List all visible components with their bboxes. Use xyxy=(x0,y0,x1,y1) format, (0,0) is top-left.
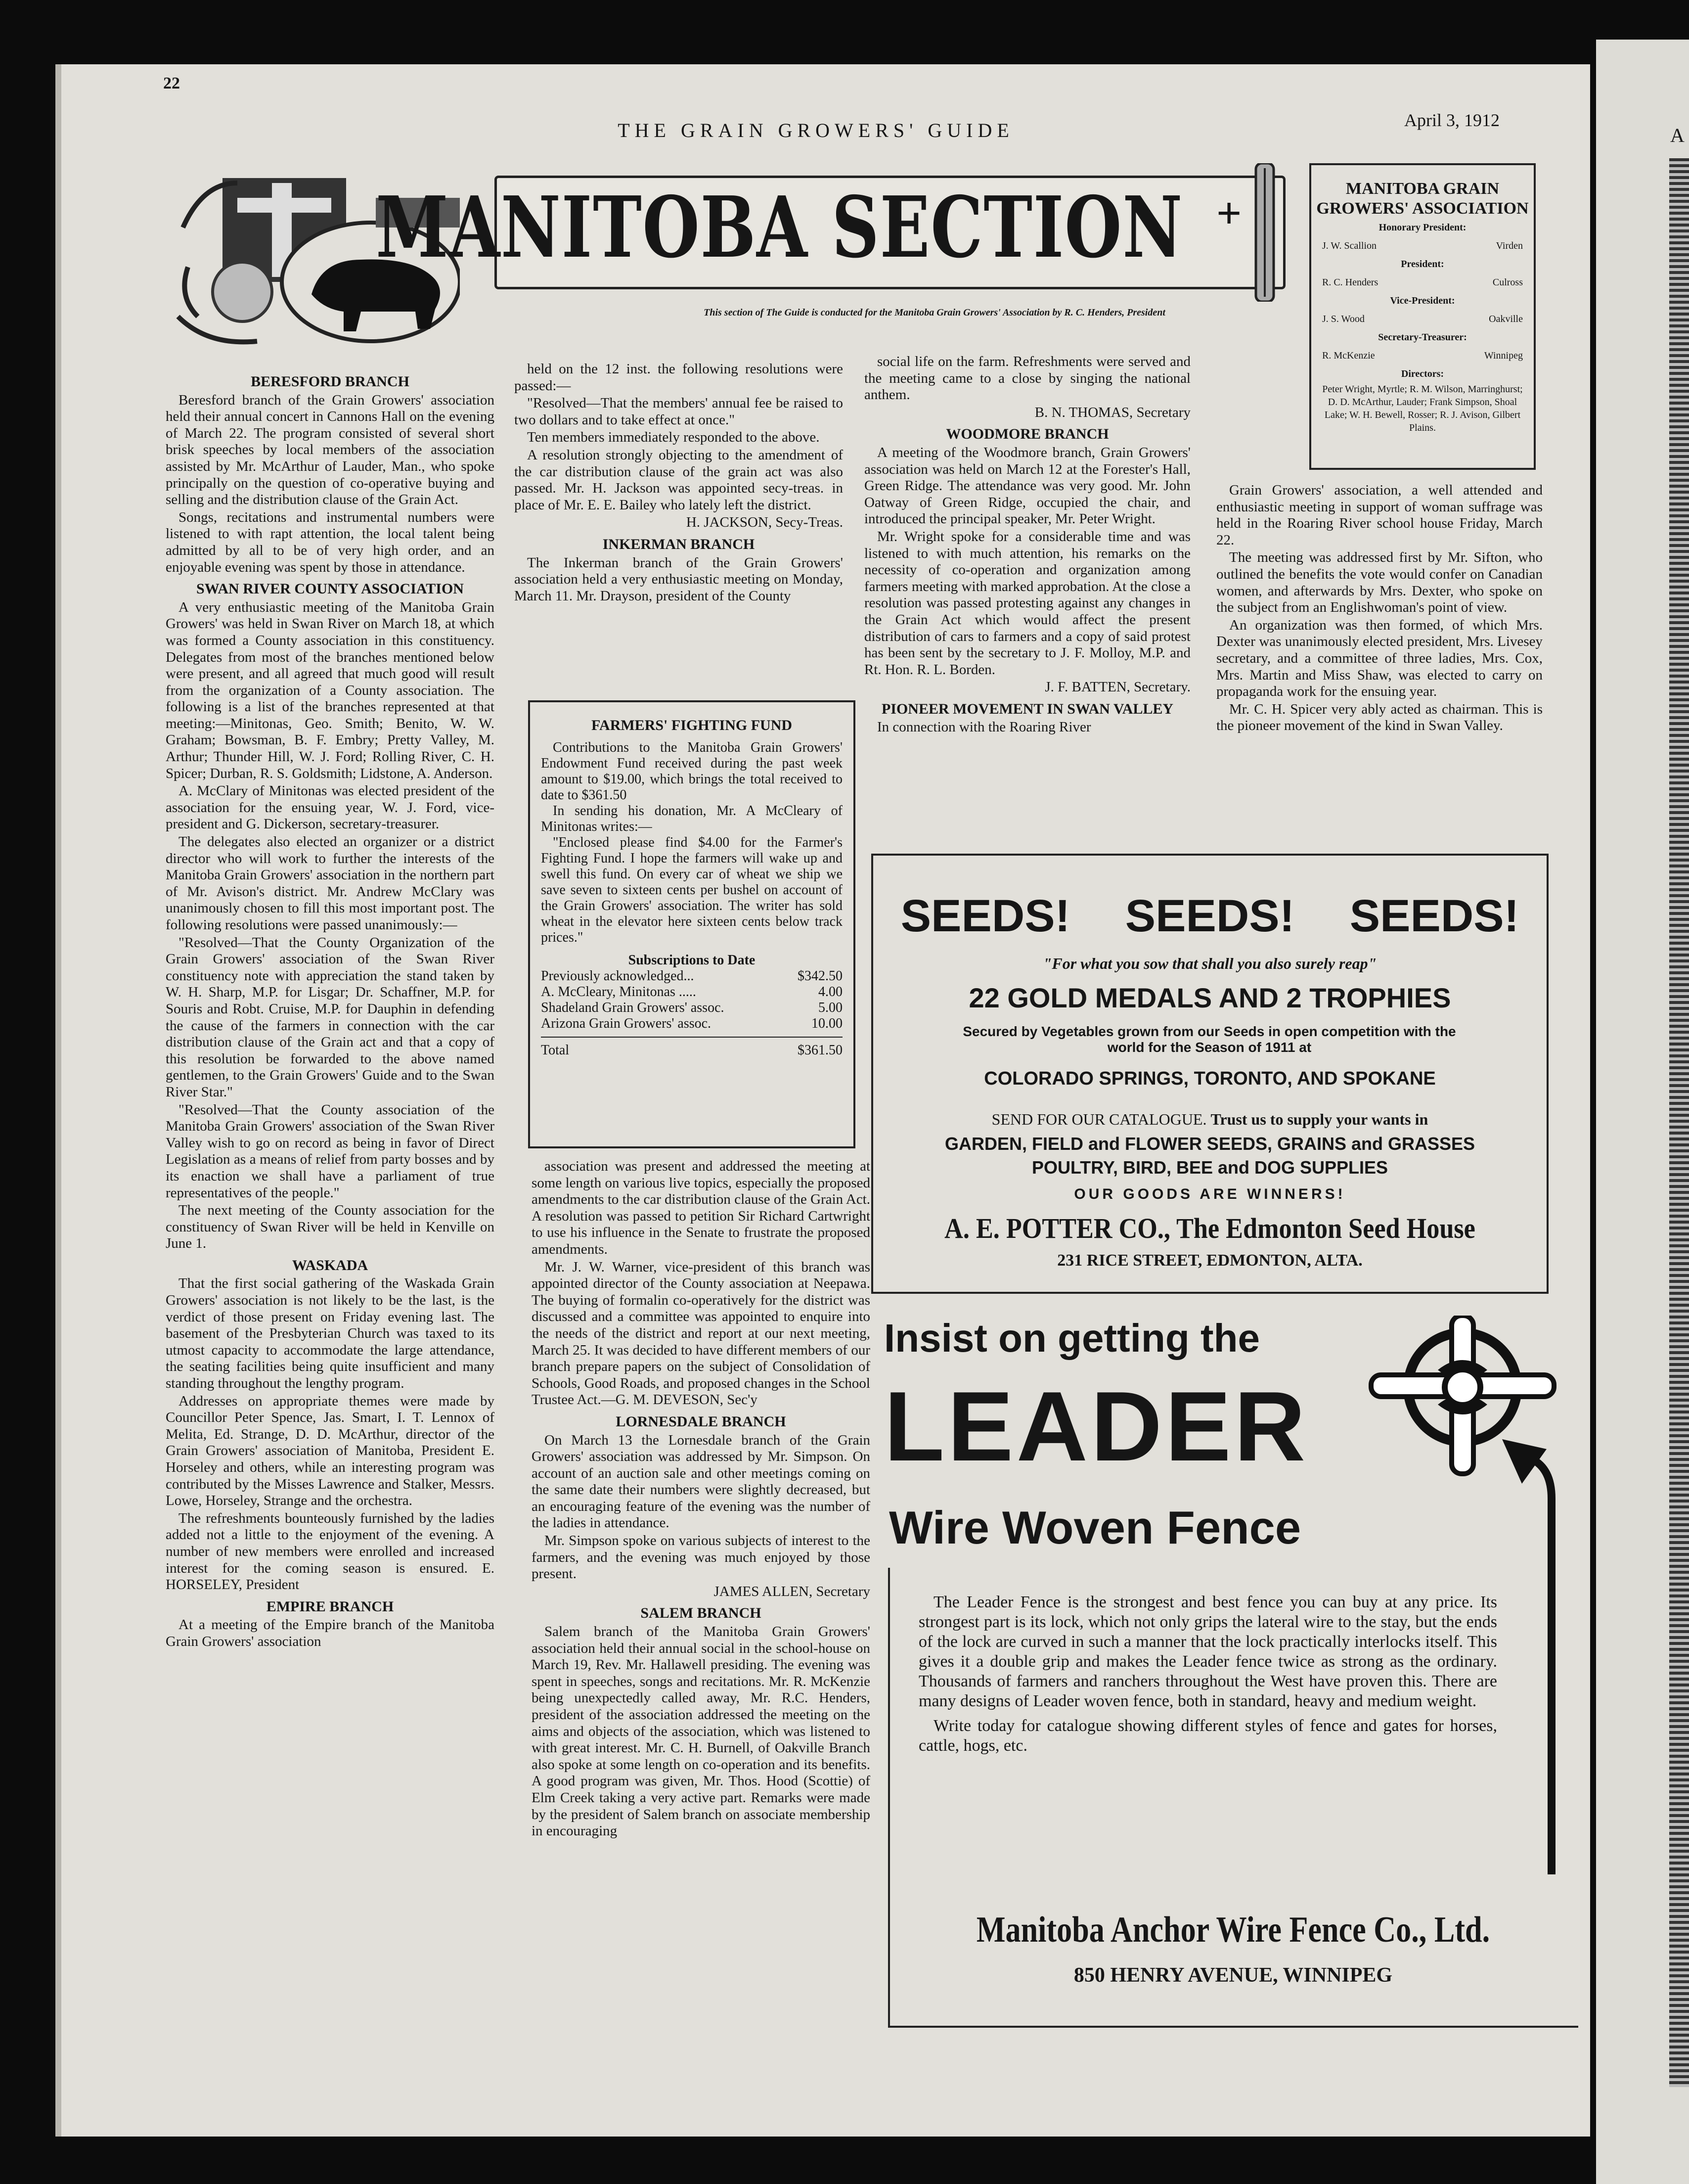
seeds-word-2: SEEDS! xyxy=(1125,891,1295,941)
fund-paragraph-3: "Enclosed please find $4.00 for the Farmer's Fighting Fund. I hope the farmers will wake up and swell this fund. On every car of wheat we ship we save seven to sixteen cents per bushel on account of the Grain Growers' association. The writer has sold wheat in the elevator here sixteen cents below track prices." xyxy=(541,835,843,945)
vice-label: Vice-President: xyxy=(1390,295,1455,306)
column-4 xyxy=(1216,482,1543,735)
president-label: President: xyxy=(1401,259,1444,270)
woodmore-heading: WOODMORE BRANCH xyxy=(946,426,1109,443)
vice-place: Oakville xyxy=(1489,314,1523,324)
pioneer-paragraph-1: In connection with the Roaring River xyxy=(877,719,1091,735)
empire-paragraph-1: At a meeting of the Empire branch of the Manitoba Grain Growers' association xyxy=(166,1617,494,1649)
beresford-heading: BERESFORD BRANCH xyxy=(251,373,409,390)
empire-paragraph-3: "Resolved—That the members' annual fee be raised to two dollars and to take effect at once." xyxy=(514,395,843,428)
inkerman-paragraph-2: association was present and addressed the meeting at some length on various live topics, especially the proposed amendments to the car distribution clause of the Grain Act. A resolution was passed to petition Sir Richard Cartwright to use his influence in the Senate to frustrate the proposed amendments. xyxy=(532,1158,870,1257)
subscription-label: A. McCleary, Minitonas ..... xyxy=(541,984,696,1000)
leader-body xyxy=(919,1592,1497,1756)
lornesdale-paragraph-1: On March 13 the Lornesdale branch of the Grain Growers' association was addressed by Mr. Simpson. On account of an auction sale and other meetings coming on the same date their numbers were slightly decreased, but an encouraging feature of the evening was the number of the ladies in attendance. xyxy=(532,1432,870,1531)
seed-company-name: A. E. POTTER CO., The Edmonton Seed House xyxy=(944,1212,1475,1244)
swan-river-paragraph-3: The delegates also elected an organizer or a district director who will work to further the interests of the Manitoba Grain Growers' association in the northern part of Mr. Avison's district. Mr. Andrew McClary was unanimously chosen to fill this most important post. The following resolutions were passed unanimously:— xyxy=(166,834,494,933)
salem-paragraph-2: social life on the farm. Refreshments were served and the meeting came to a close by singing the national anthem. xyxy=(864,354,1191,403)
fund-paragraph-1: Contributions to the Manitoba Grain Growers' Endowment Fund received during the past week amount to $19.00, which brings the total received to date to $361.50 xyxy=(541,740,843,803)
total-amount: $361.50 xyxy=(798,1043,843,1058)
woodmore-signature: J. F. BATTEN, Secretary. xyxy=(1045,679,1191,695)
empire-signature: H. JACKSON, Secy-Treas. xyxy=(686,514,843,531)
goods-line-2: POULTRY, BIRD, BEE and DOG SUPPLIES xyxy=(1031,1157,1388,1178)
secretary-label: Secretary-Treasurer: xyxy=(1378,332,1467,343)
beresford-paragraph-1: Beresford branch of the Grain Growers' association held their annual concert in Cannons Hall on the evening of March 22. The program consisted of several short brisk speeches by local members of the association assisted by Mr. McArthur of Lauder, Man., who spoke principally on the question of co-operative buying and selling and the distribution clause of the Grain Act. xyxy=(166,392,494,508)
secretary-name: R. McKenzie xyxy=(1322,350,1375,361)
inkerman-heading: INKERMAN BRANCH xyxy=(602,536,755,552)
pioneer-paragraph-2: Grain Growers' association, a well attended and enthusiastic meeting in support of woman suffrage was held in the Roaring River school house Friday, March 22. xyxy=(1216,482,1543,548)
subscription-row xyxy=(530,1000,853,1016)
lornesdale-heading: LORNESDALE BRANCH xyxy=(616,1413,786,1430)
winners-line: OUR GOODS ARE WINNERS! xyxy=(1074,1186,1346,1202)
seeds-word-1: SEEDS! xyxy=(900,891,1070,941)
subscription-row xyxy=(530,1016,853,1032)
page-number: 22 xyxy=(163,74,180,92)
leader-brand: LEADER xyxy=(884,1371,1309,1482)
pioneer-paragraph-3: The meeting was addressed first by Mr. Sifton, who outlined the benefits the vote would confer on Canadian women, and afterwards by Mrs. Dexter, who spoke on the subject from an Englishwoman's point of view. xyxy=(1216,549,1543,616)
inkerman-paragraph-1: The Inkerman branch of the Grain Growers' association held a very enthusiastic meeting on Monday, March 11. Mr. Drayson, president of the County xyxy=(514,554,843,604)
subscription-amount: 10.00 xyxy=(811,1016,843,1031)
leader-paragraph-1: The Leader Fence is the strongest and best fence you can buy at any price. Its strongest part is its lock, which not only grips the lateral wire to the stay, but the ends of the lock are curved in such a manner that the lock practically interlocks itself. This gives it a double grip and makes the Leader fence twice as strong as the ordinary. Thousands of farmers and ranchers throughout the West have proven this. There are many designs of Leader woven fence, both in standard, heavy and medium weight. xyxy=(919,1593,1497,1710)
adjacent-page xyxy=(1596,40,1689,2184)
goods-line-1: GARDEN, FIELD and FLOWER SEEDS, GRAINS and GRASSES xyxy=(944,1134,1475,1154)
empire-paragraph-2: held on the 12 inst. the following resolutions were passed:— xyxy=(514,361,843,394)
salem-signature: B. N. THOMAS, Secretary xyxy=(1034,404,1191,420)
subscription-row xyxy=(530,968,853,984)
leader-paragraph-2: Write today for catalogue showing different styles of fence and gates for horses, cattle, hogs, etc. xyxy=(919,1717,1497,1755)
pioneer-paragraph-5: Mr. C. H. Spicer very ably acted as chairman. This is the pioneer movement of the kind in Swan Valley. xyxy=(1216,701,1543,734)
lornesdale-signature: JAMES ALLEN, Secretary xyxy=(713,1583,870,1599)
pioneer-paragraph-4: An organization was then formed, of which Mrs. Dexter was unanimously elected president, Mrs. Livesey secretary, and a committee of three ladies, Mrs. Cox, Mrs. Martin and Miss Shaw, was elected to carry on propaganda work for the ensuing year. xyxy=(1216,617,1543,700)
seeds-advertisement xyxy=(871,854,1549,1294)
officers-box xyxy=(1309,163,1536,470)
woodmore-paragraph-2: Mr. Wright spoke for a considerable time and was listened to with much attention, his remarks on the necessity of co-operation and organization among farmers meeting with marked approbation. At the close a resolution was passed protesting against any changes in the Grain Act which would affect the present distribution of cars to farmers and a copy of said protest has been sent by the secretary to J. F. Molloy, M.P. and Rt. Hon. R. L. Borden. xyxy=(864,528,1191,678)
total-label: Total xyxy=(541,1043,570,1058)
insist-headline: Insist on getting the xyxy=(884,1316,1260,1360)
beresford-paragraph-2: Songs, recitations and instrumental numbers were listened to with rapt attention, the local talent being admitted by all to be of very high order, and an enjoyable evening was spent by those in attendance. xyxy=(166,509,494,575)
column-3 xyxy=(864,354,1191,737)
section-title: MANITOBA SECTION xyxy=(376,178,1183,277)
leader-fence-advertisement xyxy=(884,1316,1578,2028)
vice-name: J. S. Wood xyxy=(1322,314,1365,324)
banner-scroll-end-icon xyxy=(1246,163,1286,302)
column-2-bottom xyxy=(532,1158,870,1841)
waskada-heading: WASKADA xyxy=(292,1257,368,1274)
seeds-word-3: SEEDS! xyxy=(1349,891,1519,941)
swan-river-paragraph-1: A very enthusiastic meeting of the Manitoba Grain Growers' was held in Swan River on March 18, at which was formed a County association in this constituency. Delegates from most of the branches mentioned below were present, and all agreed that much good will result from the organization of a County association. The following is a list of the branches represented at that meeting:—Minitonas, Geo. Smith; Benito, W. W. Graham; Bowsman, B. F. Embry; Pretty Valley, M. Arthur; Thunder Hill, W. J. Ford; Rolling River, C. H. Spicer; Durban, R. S. Goldsmith; Lidstone, A. Anderson. xyxy=(166,599,494,781)
subscription-amount: 5.00 xyxy=(818,1000,843,1015)
salem-paragraph-1: Salem branch of the Manitoba Grain Growers' association held their annual social in the school-house on March 19, Rev. Mr. Hallawell presiding. The evening was spent in speeches, songs and recitations. Mr. R. McKenzie being unexpectedly called away, Mr. R.C. Henders, president of the association addressed the meeting on the aims and objects of the association, which was listened to with great interest. Mr. C. H. Burnell, of Oakville Branch also spoke at some length on co-operation and its benefits. A good program was given, Mr. Thos. Hood (Scottie) of Elm Creek taking a very active part. Remarks were made by the president of Salem branch on associate membership in encouraging xyxy=(532,1624,870,1839)
honorary-label: Honorary President: xyxy=(1378,222,1467,233)
page-fold-shadow xyxy=(55,64,61,2137)
fund-paragraph-2: In sending his donation, Mr. A McCleary of Minitonas writes:— xyxy=(541,803,843,834)
swan-river-paragraph-4: "Resolved—That the County Organization of the Grain Growers' association of the Swan River constituency note with appreciation the stand taken by W. H. Sharp, M.P. for Lisgar; Dr. Schaffner, M.P. for Souris and Robt. Cruise, M.P. for Dauphin in defending the cause of the farmers in connection with the car distribution clause of the Grain act and that a copy of this resolution be forwarded to the above named gentlemen, to the Grain Growers' Guide and to the Swan River Star." xyxy=(166,934,494,1100)
officers-title: MANITOBA GRAIN GROWERS' ASSOCIATION xyxy=(1316,180,1529,218)
subscription-label: Previously acknowledged... xyxy=(541,968,694,984)
column-2-top xyxy=(514,361,843,605)
adjacent-page-border xyxy=(1669,158,1689,2087)
total-divider xyxy=(541,1037,843,1038)
secretary-place: Winnipeg xyxy=(1484,350,1523,361)
section-note: This section of The Guide is conducted for the Manitoba Grain Growers' Association by R. C. Henders, President xyxy=(704,307,1165,318)
seed-company-address: 231 RICE STREET, EDMONTON, ALTA. xyxy=(1057,1251,1363,1270)
honorary-name: J. W. Scallion xyxy=(1322,240,1377,251)
issue-date: April 3, 1912 xyxy=(1404,110,1500,130)
inkerman-paragraph-3: Mr. J. W. Warner, vice-president of this branch was appointed director of the County association at Neepawa. The buying of formalin co-operatively for the district was discussed and a committee was appointed to enquire into the needs of the district and report at our next meeting, March 25. It was decided to have different members of our branch prepare papers on the subject of Consolidation of Schools, Good Roads, and proposed changes in the School Trustee Act.—G. M. DEVESON, Sec'y xyxy=(532,1259,870,1408)
trust-line: Trust us to supply your wants in xyxy=(1210,1110,1428,1128)
subscription-amount: 4.00 xyxy=(818,984,843,1000)
subscription-amount: $342.50 xyxy=(798,968,843,984)
catalogue-callout: SEND FOR OUR CATALOGUE. xyxy=(991,1110,1207,1128)
publication-title: THE GRAIN GROWERS' GUIDE xyxy=(618,119,1014,141)
subscription-label: Arizona Grain Growers' assoc. xyxy=(541,1016,711,1031)
swan-river-paragraph-5: "Resolved—That the County association of the Manitoba Grain Growers' association of the Swan River Valley wish to go on record as being in favor of Direct Legislation as a means of relief from party bosses and by its enaction we shall have a parliament of true representatives of the people." xyxy=(166,1101,494,1201)
swan-river-paragraph-2: A. McClary of Minitonas was elected president of the association for the ensuing year, W. J. Ford, vice-president and G. Dickerson, secretary-treasurer. xyxy=(166,783,494,832)
pioneer-heading: PIONEER MOVEMENT IN SWAN VALLEY xyxy=(881,700,1174,717)
column-1 xyxy=(166,368,494,1651)
seeds-tagline: "For what you sow that shall you also surely reap" xyxy=(1043,955,1377,972)
subscriptions-heading: Subscriptions to Date xyxy=(628,953,756,968)
empire-heading: EMPIRE BRANCH xyxy=(266,1598,394,1615)
woodmore-paragraph-1: A meeting of the Woodmore branch, Grain Growers' association was held on March 12 at the Forester's Hall, Green Ridge. The attendance was very good. Mr. John Oatway of Green Ridge, occupied the chair, and introduced the principal speaker, Mr. Peter Wright. xyxy=(864,444,1191,527)
fighting-fund-box xyxy=(528,700,855,1148)
banner-ornament: + xyxy=(1216,189,1242,238)
lornesdale-paragraph-2: Mr. Simpson spoke on various subjects of interest to the farmers, and the evening was much enjoyed by those present. xyxy=(532,1533,870,1582)
empire-paragraph-5: A resolution strongly objecting to the amendment of the car distribution clause of the grain act was also passed. Mr. H. Jackson was appointed secy-treas. in place of Mr. E. E. Bailey who lately left the district. xyxy=(514,447,843,513)
president-place: Culross xyxy=(1492,277,1523,288)
product-name: Wire Woven Fence xyxy=(889,1502,1301,1553)
total-row xyxy=(530,1043,853,1058)
empire-paragraph-4: Ten members immediately responded to the above. xyxy=(527,429,820,446)
competition-note: Secured by Vegetables grown from our Seeds in open competition with the world for the Season of 1911 at xyxy=(963,1024,1456,1055)
president-name: R. C. Henders xyxy=(1322,277,1378,288)
honorary-place: Virden xyxy=(1496,240,1523,251)
medals-headline: 22 GOLD MEDALS AND 2 TROPHIES xyxy=(969,982,1451,1013)
salem-heading: SALEM BRANCH xyxy=(640,1605,761,1622)
fence-company-name: Manitoba Anchor Wire Fence Co., Ltd. xyxy=(976,1910,1490,1950)
fence-company-address: 850 HENRY AVENUE, WINNIPEG xyxy=(1073,1964,1393,1987)
directors-label: Directors: xyxy=(1401,368,1444,379)
waskada-paragraph-1: That the first social gathering of the Waskada Grain Growers' association is not likely to be the last, is the verdict of those present on Friday evening last. The basement of the Presbyterian Church was taxed to its utmost capacity to accommodate the large attendance, the seating facilities being quite insufficient and many standing throughout the lengthy program. xyxy=(166,1275,494,1392)
subscription-label: Shadeland Grain Growers' assoc. xyxy=(541,1000,724,1015)
swan-river-heading: SWAN RIVER COUNTY ASSOCIATION xyxy=(196,581,464,597)
fund-title: FARMERS' FIGHTING FUND xyxy=(591,717,793,733)
adjacent-page-letter: A xyxy=(1670,124,1685,146)
waskada-paragraph-2: Addresses on appropriate themes were made by Councillor Peter Spence, Jas. Smart, I. T. Lennox of Melita, Ed. Strange, D. D. McArthur, director of the Grain Growers' association of Manitoba, President E. Horseley and others, while an interesting program was contributed by the Misses Lawrence and Stalker, Messrs. Lowe, Horseley, Strange and the orchestra. xyxy=(166,1393,494,1509)
directors-list: Peter Wright, Myrtle; R. M. Wilson, Marringhurst; D. D. McArthur, Lauder; Frank Simpson, Shoal Lake; W. H. Bewell, Rosser; R. J. Avison, Gilbert Plains. xyxy=(1322,384,1523,433)
swan-river-paragraph-6: The next meeting of the County association for the constituency of Swan River will be held in Kenville on June 1. xyxy=(166,1202,494,1252)
waskada-paragraph-3: The refreshments bounteously furnished by the ladies added not a little to the enjoyment of the evening. A number of new members were enrolled and increased interest for the coming season is ensured. E. HORSELEY, President xyxy=(166,1510,494,1593)
subscription-row xyxy=(530,984,853,1000)
competition-cities: COLORADO SPRINGS, TORONTO, AND SPOKANE xyxy=(984,1068,1436,1089)
